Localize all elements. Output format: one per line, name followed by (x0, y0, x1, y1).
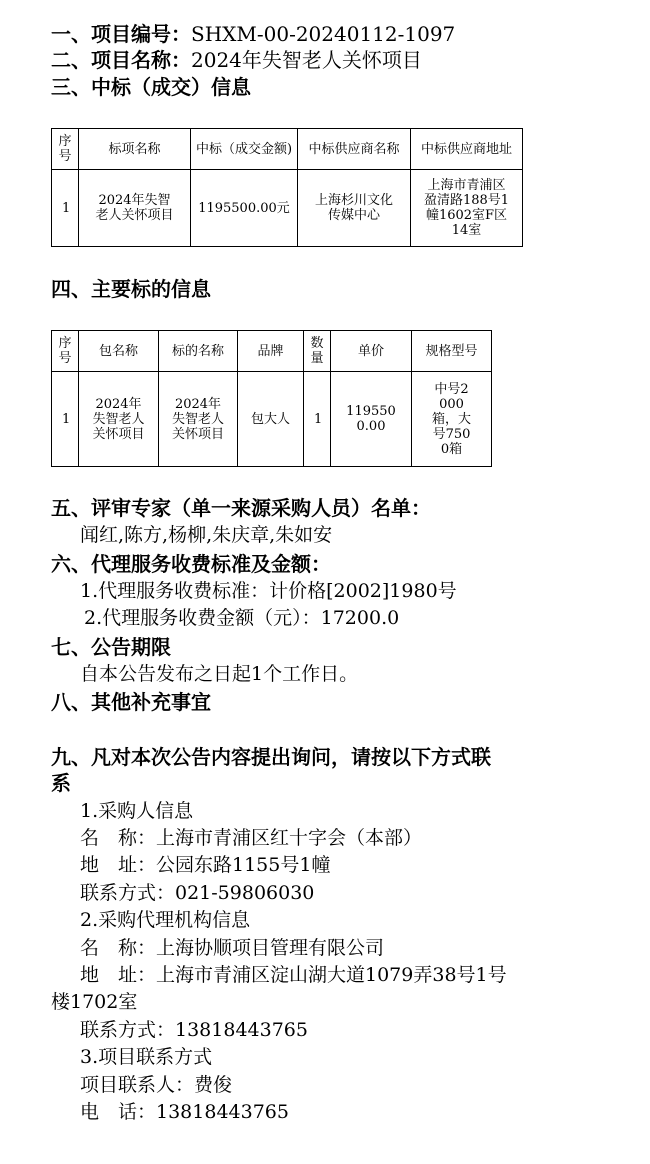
agency-fee-amount: 2.代理服务收费金额（元）：17200.0 (84, 607, 400, 629)
project-number-line (51, 21, 455, 47)
project-number-value: SHXM-00-20240112-1097 (191, 22, 456, 46)
agency-fee-heading: 六、代理服务收费标准及金额： (51, 552, 331, 576)
notice-period-text: 自本公告发布之日起1个工作日。 (80, 663, 359, 685)
agency-address-line2: 楼1702室 (51, 991, 138, 1013)
purchaser-name: 名 称：上海市青浦区红十字会（本部） (80, 827, 423, 849)
award-header-amount: 中标（成交金额) (191, 129, 298, 170)
main-items-heading: 四、主要标的信息 (51, 277, 211, 301)
award-cell-amount: 1195500.00元 (191, 170, 298, 247)
item-header-index: 序号 (52, 331, 79, 372)
project-contact-heading: 3.项目联系方式 (80, 1046, 213, 1068)
item-header-brand: 品牌 (238, 331, 304, 372)
award-cell-supplier-name: 上海杉川文化传媒中心 (298, 170, 411, 247)
project-name-label: 二、项目名称： (51, 48, 191, 72)
contact-heading-line2: 系 (51, 771, 71, 795)
item-table-header-row (52, 331, 492, 372)
item-header-subject-name: 标的名称 (159, 331, 238, 372)
award-header-supplier-name: 中标供应商名称 (298, 129, 411, 170)
award-info-heading: 三、中标（成交）信息 (51, 75, 251, 99)
item-header-spec: 规格型号 (412, 331, 492, 372)
project-name-value: 2024年失智老人关怀项目 (191, 48, 422, 72)
award-table (51, 128, 523, 247)
experts-names: 闻红,陈方,杨柳,朱庆章,朱如安 (80, 524, 333, 546)
item-header-unit-price: 单价 (331, 331, 412, 372)
project-contact-person: 项目联系人：费俊 (80, 1074, 233, 1096)
project-contact-phone: 电 话：13818443765 (80, 1101, 289, 1123)
item-cell-brand: 包大人 (238, 372, 304, 467)
agency-name: 名 称：上海协顺项目管理有限公司 (80, 937, 385, 959)
award-cell-supplier-address: 上海市青浦区盈清路188号1幢1602室F区14室 (411, 170, 523, 247)
award-cell-index: 1 (52, 170, 79, 247)
agency-heading: 2.采购代理机构信息 (80, 909, 251, 931)
item-cell-unit-price: 1195500.00 (331, 372, 412, 467)
purchaser-contact: 联系方式：021-59806030 (80, 882, 315, 904)
agency-contact: 联系方式：13818443765 (80, 1019, 308, 1041)
purchaser-address: 地 址：公园东路1155号1幢 (80, 854, 331, 876)
award-header-item-name: 标项名称 (79, 129, 191, 170)
item-header-package-name: 包名称 (79, 331, 159, 372)
item-header-quantity: 数量 (304, 331, 331, 372)
item-cell-package-name: 2024年失智老人关怀项目 (79, 372, 159, 467)
award-header-supplier-address: 中标供应商地址 (411, 129, 523, 170)
award-header-index: 序号 (52, 129, 79, 170)
item-cell-subject-name: 2024年失智老人关怀项目 (159, 372, 238, 467)
project-number-label: 一、项目编号： (51, 22, 191, 46)
agency-address-line1: 地 址：上海市青浦区淀山湖大道1079弄38号1号 (80, 964, 507, 986)
award-cell-item-name: 2024年失智老人关怀项目 (79, 170, 191, 247)
project-name-line (51, 47, 422, 73)
item-table (51, 330, 492, 467)
agency-fee-standard: 1.代理服务收费标准：计价格[2002]1980号 (80, 580, 457, 602)
contact-heading-line1: 九、凡对本次公告内容提出询问，请按以下方式联 (51, 745, 491, 769)
award-table-header-row (52, 129, 523, 170)
award-table-row (52, 170, 523, 247)
item-cell-index: 1 (52, 372, 79, 467)
item-table-row (52, 372, 492, 467)
experts-heading: 五、评审专家（单一来源采购人员）名单： (51, 496, 431, 520)
notice-period-heading: 七、公告期限 (51, 635, 171, 659)
purchaser-heading: 1.采购人信息 (80, 800, 194, 822)
item-cell-quantity: 1 (304, 372, 331, 467)
supplementary-heading: 八、其他补充事宜 (51, 690, 211, 714)
item-cell-spec: 中号2000箱，大号7500箱 (412, 372, 492, 467)
